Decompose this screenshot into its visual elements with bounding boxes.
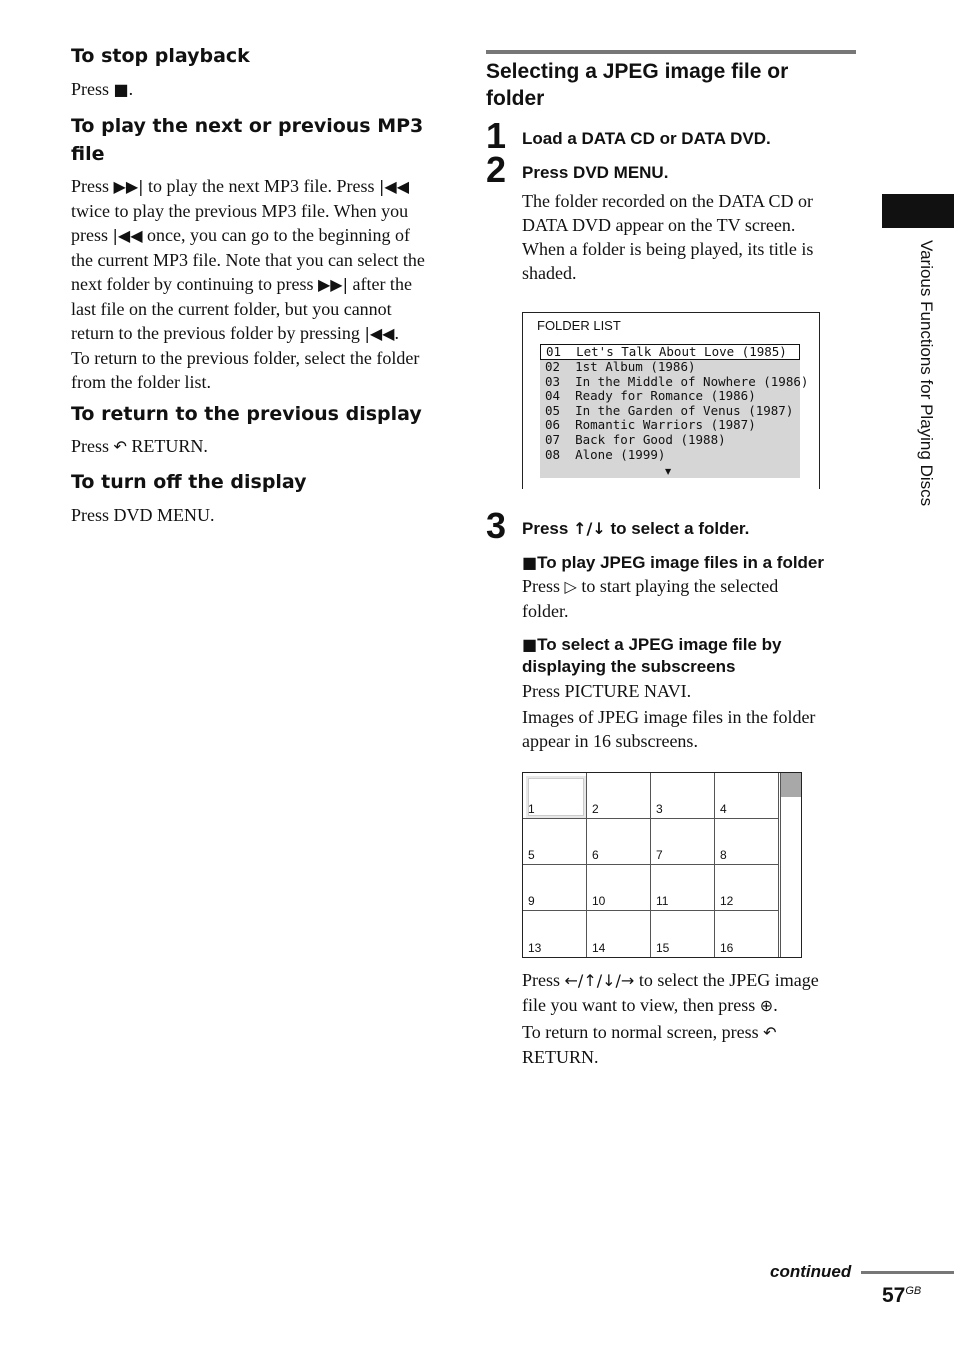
- next-icon: ▶▶|: [113, 177, 144, 196]
- select-file-body: Press PICTURE NAVI. Images of JPEG image files in the folder appear in 16 subscreens.: [522, 681, 816, 751]
- scrollbar[interactable]: [780, 773, 801, 957]
- subscreen-cell[interactable]: 13: [523, 911, 587, 957]
- section-rule: [486, 50, 856, 54]
- subscreen-cell[interactable]: 9: [523, 865, 587, 911]
- continued-label: continued: [770, 1262, 852, 1281]
- step-2-text: Press DVD MENU.: [522, 163, 669, 182]
- step-1-text: Load a DATA CD or DATA DVD.: [522, 129, 771, 148]
- subscreen-cell[interactable]: 15: [651, 911, 715, 957]
- step-2-body: The folder recorded on the DATA CD or DATA DVD appear on the TV screen. When a folder is being played, its title is shaded.: [522, 191, 814, 283]
- subscreen-cell[interactable]: 2: [587, 773, 651, 819]
- arrow-keys-icon: ←/↑/↓/→: [564, 971, 635, 990]
- return-display-text: Press ↶ RETURN.: [71, 436, 208, 456]
- next-previous-body: Press ▶▶| to play the next MP3 file. Press |◀◀ twice to play the previous MP3 file. When you press |◀◀ once, you can go to the beginning of the current MP3 file. Note that you can select the next folder by continuing to press ▶▶| after the last file on the current folder, but you cannot return to the previous folder by pressing |◀◀. To return to the previous folder, select the folder from the folder list.: [71, 176, 425, 392]
- folder-item[interactable]: 04 Ready for Romance (1986): [545, 388, 756, 404]
- step-3-number: 3: [486, 505, 507, 546]
- subscreen-cell[interactable]: 11: [651, 865, 715, 911]
- step-1-number: 1: [486, 115, 507, 156]
- folder-list-screen: [522, 312, 820, 489]
- folder-item[interactable]: 03 In the Middle of Nowhere (1986): [545, 373, 809, 389]
- folder-item[interactable]: 08 Alone (1999): [545, 446, 666, 462]
- next-icon: ▶▶|: [317, 275, 348, 294]
- subscreen-cell[interactable]: 14: [587, 911, 651, 957]
- section-title: Selecting a JPEG image file or folder: [486, 60, 789, 110]
- after-grid-body: Press ←/↑/↓/→ to select the JPEG image file you want to view, then press ⊕. To return to normal screen, press ↶ RETURN.: [522, 970, 819, 1067]
- stop-playback-text: Press ■.: [71, 79, 134, 99]
- subscreen-cell[interactable]: 8: [715, 819, 779, 865]
- return-icon: ↶: [113, 437, 127, 456]
- subscreen-cell[interactable]: 10: [587, 865, 651, 911]
- folder-item[interactable]: 02 1st Album (1986): [545, 359, 696, 374]
- previous-icon: |◀◀: [112, 226, 143, 245]
- subscreens-grid-screen: [522, 772, 802, 958]
- turn-off-display-text: Press DVD MENU.: [71, 505, 215, 525]
- subscreen-cell[interactable]: 5: [523, 819, 587, 865]
- play-folder-body: Press ▷ to start playing the selected folder.: [522, 576, 779, 621]
- section-tab-marker: [882, 194, 954, 228]
- heading-next-previous: To play the next or previous MP3 file: [71, 115, 424, 165]
- square-bullet-icon: ■: [522, 553, 538, 572]
- subscreen-cell[interactable]: 7: [651, 819, 715, 865]
- up-down-arrow-icon: ↑/↓: [573, 519, 606, 538]
- sub-heading-select-file: ■To select a JPEG image file by displaying the subscreens: [522, 635, 782, 676]
- stop-icon: ■: [113, 80, 129, 99]
- sub-heading-play-folder: ■To play JPEG image files in a folder: [522, 553, 824, 572]
- return-icon: ↶: [763, 1023, 777, 1042]
- heading-return-display: To return to the previous display: [71, 403, 422, 425]
- previous-icon: |◀◀: [364, 324, 395, 343]
- step-3-text: Press ↑/↓ to select a folder.: [522, 519, 750, 538]
- subscreen-cell[interactable]: 4: [715, 773, 779, 819]
- folder-item[interactable]: 05 In the Garden of Venus (1987): [545, 402, 794, 418]
- scrollbar-thumb[interactable]: [781, 773, 801, 797]
- subscreen-cell[interactable]: 16: [715, 911, 779, 957]
- subscreen-cell[interactable]: 6: [587, 819, 651, 865]
- folder-list-title: FOLDER LIST: [537, 318, 621, 333]
- square-bullet-icon: ■: [522, 635, 538, 654]
- continued-rule: [861, 1271, 954, 1274]
- step-2-number: 2: [486, 149, 507, 190]
- subscreens-grid: [523, 773, 779, 957]
- folder-list: [540, 344, 809, 478]
- subscreen-cell[interactable]: 1: [523, 773, 587, 819]
- subscreen-cell[interactable]: 12: [715, 865, 779, 911]
- sidebar-section-label: Various Functions for Playing Discs: [917, 240, 936, 507]
- folder-item-selected[interactable]: 01 Let's Talk About Love (1985): [540, 344, 800, 360]
- previous-icon: |◀◀: [379, 177, 409, 196]
- scroll-down-icon[interactable]: ▼: [665, 467, 672, 476]
- heading-stop-playback: To stop playback: [71, 45, 250, 67]
- enter-icon: ⊕: [759, 996, 774, 1015]
- page-number: $57^{GB}$: [882, 1284, 922, 1307]
- heading-turn-off-display: To turn off the display: [71, 471, 307, 493]
- subscreen-cell[interactable]: 3: [651, 773, 715, 819]
- folder-item[interactable]: 07 Back for Good (1988): [545, 431, 726, 447]
- play-icon: ▷: [564, 577, 577, 596]
- folder-item[interactable]: 06 Romantic Warriors (1987): [545, 417, 756, 433]
